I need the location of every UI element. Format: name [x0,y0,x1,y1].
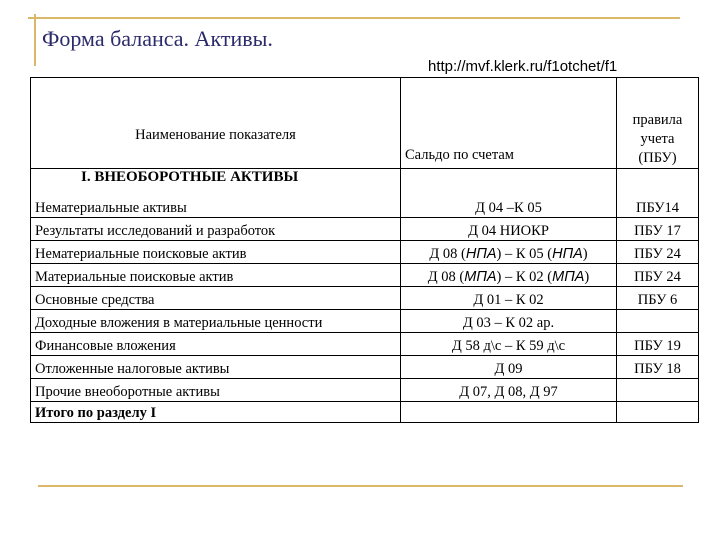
row-rules: ПБУ14 [617,193,699,218]
row-rules: ПБУ 19 [617,333,699,356]
total-name: Итого по разделу I [31,402,401,423]
row-saldo: Д 08 (НПА) – К 05 (НПА) [401,241,617,264]
row-name: Доходные вложения в материальные ценности [31,310,401,333]
header-rules-line1: правила [632,112,683,128]
slide-title: Форма баланса. Активы. [42,26,273,51]
row-name: Основные средства [31,287,401,310]
row-name: Финансовые вложения [31,333,401,356]
section-row [31,169,699,194]
row-saldo: Д 08 (МПА) – К 02 (МПА) [401,264,617,287]
row-rules: ПБУ 24 [617,241,699,264]
table-row [31,379,699,402]
total-row [31,402,699,423]
row-saldo: Д 09 [401,356,617,379]
row-name: Результаты исследований и разработок [31,218,401,241]
header-rules-line3: (ПБУ) [638,150,677,166]
row-name: Нематериальные поисковые актив [31,241,401,264]
total-saldo [401,402,617,423]
table-row [31,356,699,379]
row-saldo: Д 03 – К 02 ар. [401,310,617,333]
header-saldo: Сальдо по счетам [401,78,617,169]
bottom-divider [38,485,683,487]
header-name: Наименование показателя [31,78,401,169]
table-row [31,241,699,264]
section-title: I. ВНЕОБОРОТНЫЕ АКТИВЫ [31,169,401,194]
table-row [31,310,699,333]
source-url: http://mvf.klerk.ru/f1otchet/f1 [428,58,618,75]
row-saldo: Д 58 д\с – К 59 д\с [401,333,617,356]
row-saldo: Д 04 –К 05 [401,193,617,218]
balance-table [30,77,699,423]
total-rules [617,402,699,423]
row-name: Нематериальные активы [31,193,401,218]
row-rules [617,310,699,333]
header-rules-line2: учета [640,131,675,147]
row-saldo: Д 01 – К 02 [401,287,617,310]
table-row [31,193,699,218]
table-header-row [31,78,699,169]
table-row [31,287,699,310]
row-rules: ПБУ 17 [617,218,699,241]
table-row [31,333,699,356]
header-rules [617,78,699,169]
top-divider [28,17,680,19]
row-name: Прочие внеоборотные активы [31,379,401,402]
row-saldo: Д 07, Д 08, Д 97 [401,379,617,402]
table-row [31,264,699,287]
row-name: Отложенные налоговые активы [31,356,401,379]
left-accent-line [34,14,36,66]
row-name: Материальные поисковые актив [31,264,401,287]
row-rules: ПБУ 6 [617,287,699,310]
row-rules: ПБУ 24 [617,264,699,287]
row-rules [617,379,699,402]
row-saldo: Д 04 НИОКР [401,218,617,241]
table-row [31,218,699,241]
row-rules: ПБУ 18 [617,356,699,379]
